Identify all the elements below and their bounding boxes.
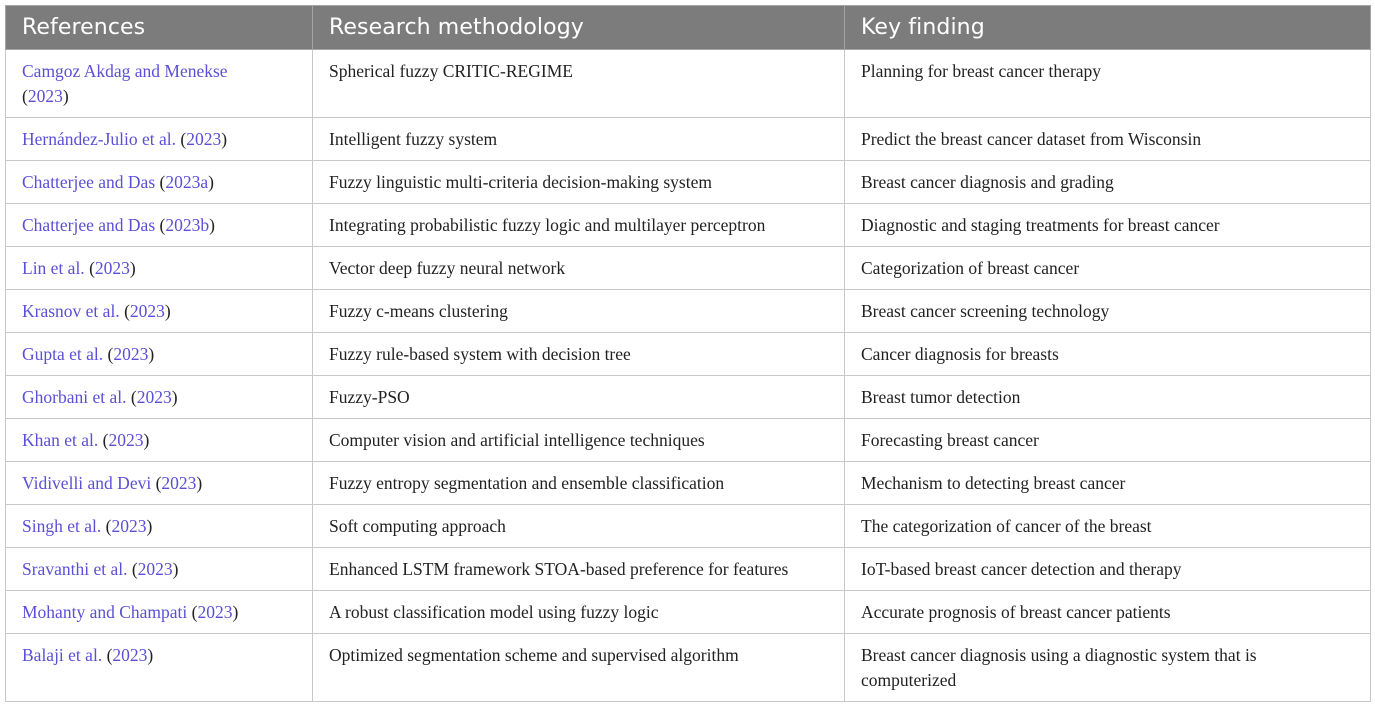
reference-cell: Hernández-Julio et al. (2023): [6, 118, 313, 161]
year-link[interactable]: 2023: [161, 473, 197, 493]
finding-cell: Breast cancer diagnosis using a diagnostic system that is computerized: [845, 634, 1371, 702]
header-methodology: Research methodology: [313, 6, 845, 50]
reference-cell: Krasnov et al. (2023): [6, 290, 313, 333]
finding-cell: Accurate prognosis of breast cancer patients: [845, 591, 1371, 634]
table-row: [6, 247, 1371, 290]
methodology-cell: Fuzzy linguistic multi-criteria decision-making system: [313, 161, 845, 204]
year-link[interactable]: 2023a: [165, 172, 209, 192]
finding-cell: Breast tumor detection: [845, 376, 1371, 419]
author-link[interactable]: Singh et al.: [22, 516, 102, 536]
methodology-cell: A robust classification model using fuzzy logic: [313, 591, 845, 634]
year-link[interactable]: 2023: [94, 258, 130, 278]
reference-cell: Chatterjee and Das (2023a): [6, 161, 313, 204]
methodology-cell: Integrating probabilistic fuzzy logic and multilayer perceptron: [313, 204, 845, 247]
finding-cell: Diagnostic and staging treatments for breast cancer: [845, 204, 1371, 247]
methodology-cell: Fuzzy rule-based system with decision tree: [313, 333, 845, 376]
header-references: References: [6, 6, 313, 50]
year-link[interactable]: 2023: [112, 645, 148, 665]
table-row: [6, 333, 1371, 376]
references-table: [5, 5, 1371, 702]
finding-cell: Breast cancer diagnosis and grading: [845, 161, 1371, 204]
methodology-cell: Fuzzy-PSO: [313, 376, 845, 419]
reference-cell: Vidivelli and Devi (2023): [6, 462, 313, 505]
author-link[interactable]: Lin et al.: [22, 258, 85, 278]
author-link[interactable]: Mohanty and Champati: [22, 602, 188, 622]
year-link[interactable]: 2023: [108, 430, 144, 450]
table-row: [6, 161, 1371, 204]
finding-cell: Forecasting breast cancer: [845, 419, 1371, 462]
header-finding: Key finding: [845, 6, 1371, 50]
reference-cell: Chatterjee and Das (2023b): [6, 204, 313, 247]
methodology-cell: Enhanced LSTM framework STOA-based preference for features: [313, 548, 845, 591]
reference-cell: Ghorbani et al. (2023): [6, 376, 313, 419]
methodology-cell: Computer vision and artificial intelligence techniques: [313, 419, 845, 462]
finding-cell: Cancer diagnosis for breasts: [845, 333, 1371, 376]
author-link[interactable]: Chatterjee and Das: [22, 215, 156, 235]
year-link[interactable]: 2023: [113, 344, 149, 364]
finding-cell: Mechanism to detecting breast cancer: [845, 462, 1371, 505]
reference-cell: Singh et al. (2023): [6, 505, 313, 548]
table-row: [6, 548, 1371, 591]
methodology-cell: Fuzzy entropy segmentation and ensemble classification: [313, 462, 845, 505]
reference-cell: Sravanthi et al. (2023): [6, 548, 313, 591]
finding-cell: Breast cancer screening technology: [845, 290, 1371, 333]
methodology-cell: Optimized segmentation scheme and supervised algorithm: [313, 634, 845, 702]
reference-cell: Balaji et al. (2023): [6, 634, 313, 702]
author-link[interactable]: Khan et al.: [22, 430, 99, 450]
author-link[interactable]: Vidivelli and Devi: [22, 473, 152, 493]
finding-cell: Planning for breast cancer therapy: [845, 50, 1371, 118]
finding-cell: Categorization of breast cancer: [845, 247, 1371, 290]
reference-cell: Camgoz Akdag and Menekse (2023): [6, 50, 313, 118]
table-row: [6, 591, 1371, 634]
table-row: [6, 290, 1371, 333]
methodology-cell: Spherical fuzzy CRITIC-REGIME: [313, 50, 845, 118]
finding-cell: The categorization of cancer of the breast: [845, 505, 1371, 548]
table-row: [6, 118, 1371, 161]
finding-cell: Predict the breast cancer dataset from Wisconsin: [845, 118, 1371, 161]
author-link[interactable]: Gupta et al.: [22, 344, 104, 364]
author-link[interactable]: Balaji et al.: [22, 645, 103, 665]
author-link[interactable]: Ghorbani et al.: [22, 387, 127, 407]
year-link[interactable]: 2023: [197, 602, 233, 622]
methodology-cell: Vector deep fuzzy neural network: [313, 247, 845, 290]
year-link[interactable]: 2023: [137, 559, 173, 579]
year-link[interactable]: 2023: [27, 86, 63, 106]
methodology-cell: Fuzzy c-means clustering: [313, 290, 845, 333]
year-link[interactable]: 2023b: [165, 215, 210, 235]
year-link[interactable]: 2023: [186, 129, 222, 149]
table-row: [6, 505, 1371, 548]
reference-cell: Khan et al. (2023): [6, 419, 313, 462]
table-row: [6, 419, 1371, 462]
year-link[interactable]: 2023: [136, 387, 172, 407]
author-link[interactable]: Chatterjee and Das: [22, 172, 156, 192]
methodology-cell: Soft computing approach: [313, 505, 845, 548]
author-link[interactable]: Camgoz Akdag and Menekse: [22, 61, 228, 81]
table-row: [6, 634, 1371, 702]
methodology-cell: Intelligent fuzzy system: [313, 118, 845, 161]
author-link[interactable]: Hernández-Julio et al.: [22, 129, 177, 149]
author-link[interactable]: Krasnov et al.: [22, 301, 120, 321]
author-link[interactable]: Sravanthi et al.: [22, 559, 128, 579]
year-link[interactable]: 2023: [129, 301, 165, 321]
table-row: [6, 462, 1371, 505]
table-row: [6, 50, 1371, 118]
reference-cell: Mohanty and Champati (2023): [6, 591, 313, 634]
table-row: [6, 376, 1371, 419]
finding-cell: IoT-based breast cancer detection and therapy: [845, 548, 1371, 591]
table-row: [6, 204, 1371, 247]
reference-cell: Lin et al. (2023): [6, 247, 313, 290]
header-row: [6, 6, 1371, 50]
year-link[interactable]: 2023: [111, 516, 147, 536]
reference-cell: Gupta et al. (2023): [6, 333, 313, 376]
